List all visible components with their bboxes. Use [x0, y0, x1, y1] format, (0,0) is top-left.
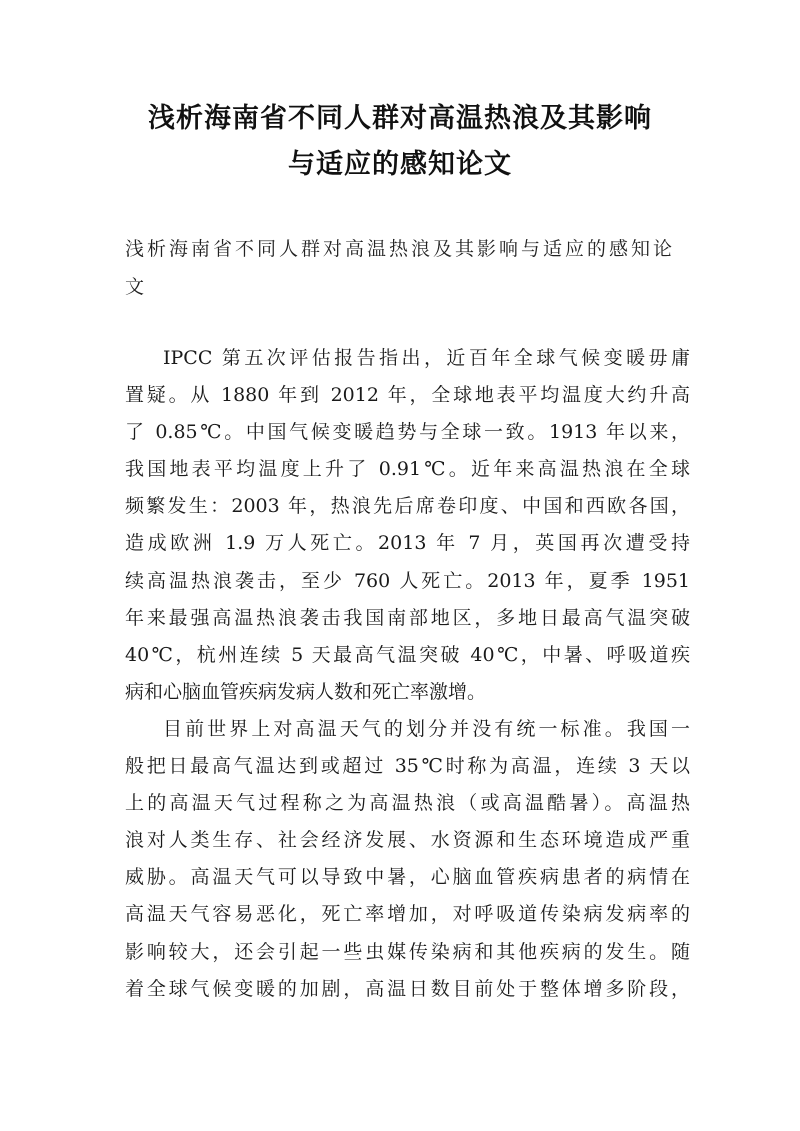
paragraph-2-line-2: 般把日最高气温达到或超过 35℃时称为高温，连续 3 天以	[125, 755, 690, 778]
title-line-1: 浅析海南省不同人群对高温热浪及其影响	[148, 103, 652, 134]
subtitle-line-2: 文	[125, 276, 148, 298]
paragraph-1-line-3: 了 0.85℃。中国气候变暖趋势与全球一致。1913 年以来，	[125, 421, 690, 444]
document-subtitle	[125, 230, 685, 306]
paragraph-2-line-1: 目前世界上对高温天气的划分并没有统一标准。我国一	[163, 717, 690, 740]
paragraph-1-line-2: 置疑。从 1880 年到 2012 年，全球地表平均温度大约升高	[125, 384, 690, 407]
paragraph-1-line-9: 40℃，杭州连续 5 天最高气温突破 40℃，中暑、呼吸道疾	[125, 643, 690, 666]
paragraph-2-line-7: 影响较大，还会引起一些虫媒传染病和其他疾病的发生。随	[125, 940, 690, 963]
document-body	[125, 340, 690, 1008]
paragraph-1-line-1: IPCC 第五次评估报告指出，近百年全球气候变暖毋庸	[163, 347, 690, 369]
paragraph-2-line-5: 威胁。高温天气可以导致中暑，心脑血管疾病患者的病情在	[125, 866, 690, 889]
paragraph-1-line-4: 我国地表平均温度上升了 0.91℃。近年来高温热浪在全球	[125, 458, 690, 481]
paragraph-1-line-7: 续高温热浪袭击，至少 760 人死亡。2013 年，夏季 1951	[125, 569, 690, 592]
paragraph-2-line-4: 浪对人类生存、社会经济发展、水资源和生态环境造成严重	[125, 829, 690, 852]
title-line-2: 与适应的感知论文	[288, 149, 512, 180]
subtitle-line-1: 浅析海南省不同人群对高温热浪及其影响与适应的感知论	[125, 238, 676, 260]
paragraph-1-line-6: 造成欧洲 1.9 万人死亡。2013 年 7 月，英国再次遭受持	[125, 532, 690, 555]
paragraph-2-line-6: 高温天气容易恶化，死亡率增加，对呼吸道传染病发病率的	[125, 903, 690, 926]
paragraph-1-line-10: 病和心脑血管疾病发病人数和死亡率激增。	[125, 680, 487, 703]
document-title	[0, 96, 800, 188]
paragraph-2-line-3: 上的高温天气过程称之为高温热浪（或高温酷暑）。高温热	[125, 792, 690, 815]
paragraph-1-line-8: 年来最强高温热浪袭击我国南部地区，多地日最高气温突破	[125, 606, 690, 629]
paragraph-2-line-8: 着全球气候变暖的加剧，高温日数目前处于整体增多阶段，	[125, 977, 690, 1000]
paragraph-1-line-5: 频繁发生：2003 年，热浪先后席卷印度、中国和西欧各国，	[125, 495, 690, 518]
